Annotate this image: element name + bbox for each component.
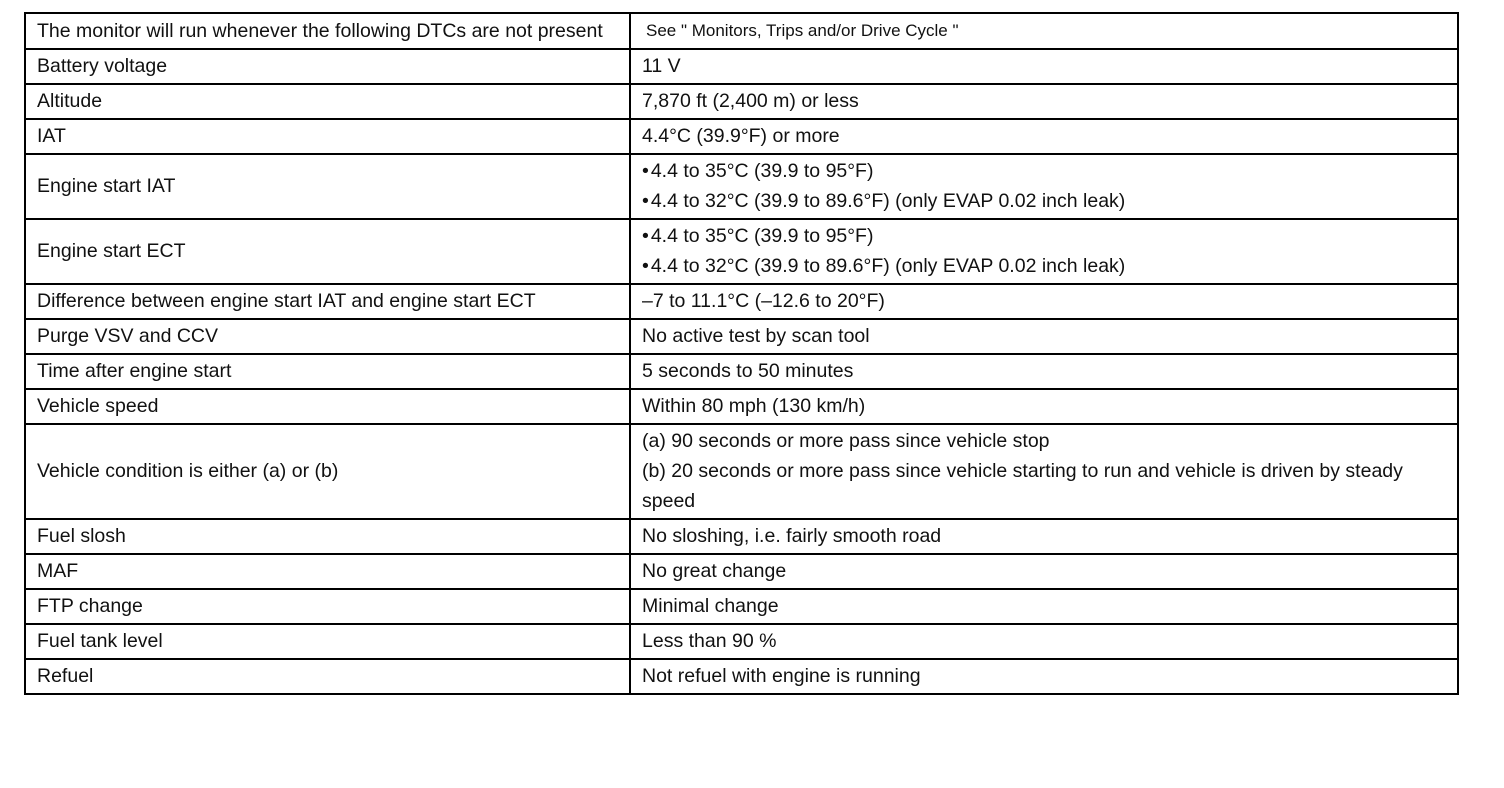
condition-cell: Vehicle speed <box>25 389 630 424</box>
condition-cell: Purge VSV and CCV <box>25 319 630 354</box>
value-cell: 7,870 ft (2,400 m) or less <box>630 84 1458 119</box>
table-row <box>25 49 1458 84</box>
value-bullet: • 4.4 to 32°C (39.9 to 89.6°F) (only EVAP 0.02 inch leak) <box>642 186 1447 216</box>
value-option: (a) 90 seconds or more pass since vehicle stop <box>642 430 1050 452</box>
condition-cell: Vehicle condition is either (a) or (b) <box>25 424 630 519</box>
value-bullet: • 4.4 to 35°C (39.9 to 95°F) <box>642 221 1447 251</box>
table-row <box>25 84 1458 119</box>
condition-cell: Engine start IAT <box>25 154 630 219</box>
value-cell <box>630 154 1458 219</box>
table-row <box>25 154 1458 219</box>
table-row <box>25 354 1458 389</box>
table-row <box>25 589 1458 624</box>
value-cell: No great change <box>630 554 1458 589</box>
condition-cell: The monitor will run whenever the following DTCs are not present <box>25 13 630 49</box>
table-row <box>25 659 1458 694</box>
value-bullet: • 4.4 to 32°C (39.9 to 89.6°F) (only EVAP 0.02 inch leak) <box>642 251 1447 281</box>
condition-cell: Altitude <box>25 84 630 119</box>
value-cell: 4.4°C (39.9°F) or more <box>630 119 1458 154</box>
table-row <box>25 284 1458 319</box>
value-cell: Less than 90 % <box>630 624 1458 659</box>
value-bullet: • 4.4 to 35°C (39.9 to 95°F) <box>642 156 1447 186</box>
condition-cell: Fuel slosh <box>25 519 630 554</box>
table-row <box>25 119 1458 154</box>
see-reference: See " Monitors, Trips and/or Drive Cycle " <box>646 21 959 40</box>
condition-cell: MAF <box>25 554 630 589</box>
table-row <box>25 319 1458 354</box>
condition-cell: Engine start ECT <box>25 219 630 284</box>
condition-cell: Difference between engine start IAT and engine start ECT <box>25 284 630 319</box>
value-cell: 5 seconds to 50 minutes <box>630 354 1458 389</box>
table-row <box>25 519 1458 554</box>
value-cell <box>630 424 1458 519</box>
value-cell: –7 to 11.1°C (–12.6 to 20°F) <box>630 284 1458 319</box>
table-row <box>25 554 1458 589</box>
condition-cell: Refuel <box>25 659 630 694</box>
condition-cell: FTP change <box>25 589 630 624</box>
value-cell: No active test by scan tool <box>630 319 1458 354</box>
table-row <box>25 389 1458 424</box>
condition-cell: Fuel tank level <box>25 624 630 659</box>
table-row <box>25 424 1458 519</box>
table-row <box>25 219 1458 284</box>
value-option: (b) 20 seconds or more pass since vehicle starting to run and vehicle is driven by steady speed <box>642 460 1403 512</box>
value-cell: No sloshing, i.e. fairly smooth road <box>630 519 1458 554</box>
table-row <box>25 624 1458 659</box>
value-cell: 11 V <box>630 49 1458 84</box>
value-cell: Minimal change <box>630 589 1458 624</box>
condition-cell: IAT <box>25 119 630 154</box>
condition-cell: Time after engine start <box>25 354 630 389</box>
condition-cell: Battery voltage <box>25 49 630 84</box>
monitor-conditions-table <box>24 12 1459 695</box>
value-cell <box>630 219 1458 284</box>
table-row <box>25 13 1458 49</box>
value-cell: Within 80 mph (130 km/h) <box>630 389 1458 424</box>
value-cell <box>630 13 1458 49</box>
value-cell: Not refuel with engine is running <box>630 659 1458 694</box>
